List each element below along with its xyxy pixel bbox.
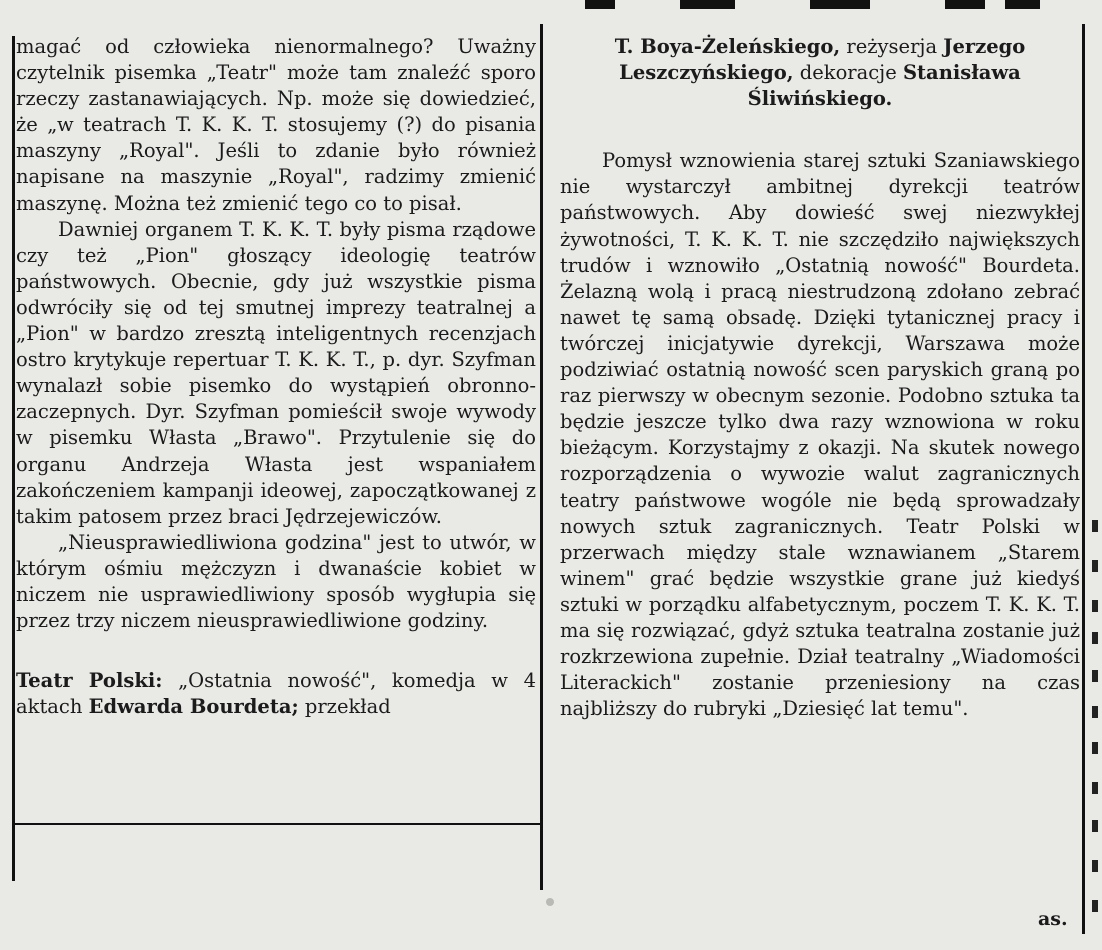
adjacent-column-fragment <box>1090 520 1102 940</box>
review-theatre-label: Teatr Polski: <box>16 669 163 693</box>
section-separator-rule <box>14 823 540 825</box>
credit-designer: Stanisława Śliwińskiego. <box>747 61 1021 111</box>
author-signature: as. <box>1038 908 1068 930</box>
article-paragraph-1: magać od człowieka nienormalnego? Uważny czytelnik pisemka „Teatr" może tam znaleźć sporo rzeczy zastanawiających. Np. może się dowiedzieć, że „w teatrach T. K. K. T. stosujemy (?) do pisania maszyny „Royal". Jeśli to zdanie było również napisane na maszynie „Royal", radzimy zmienić maszynę. Można też zmienić tego co to pisał. <box>16 35 536 215</box>
credit-translator: T. Boya-Żeleńskiego, <box>614 35 841 58</box>
review-translation-label: przekład <box>298 695 391 719</box>
right-margin-rule <box>1082 24 1085 934</box>
review-author: Edwarda Bourdeta; <box>88 695 299 719</box>
review-paragraph: Pomysł wznowienia starej sztuki Szaniawskiego nie wystarczył ambitnej dyrekcji teatrów państwowych. Aby dowieść swej niezwykłej żywotności, T. K. K. T. nie szczędziło największych trudów i wznowiło „Ostatnią nowość" Bourdeta. Żelazną wolą i pracą niestrudzoną zdołano zebrać nawet tę samą obsadę. Dzięki tytanicznej pracy i twórczej inicjatywie dyrekcji, Warszawa może podziwiać ostatnią nowość scen paryskich graną po raz pierwszy w obecnym sezonie. Podobno sztuka ta będzie jeszcze tylko dwa razy wznowiona w roku bieżącym. Korzystajmy z okazji. Na skutek nowego rozporządzenia o wywozie walut zagranicznych teatry państwowe wogóle nie będą sprowadzały nowych sztuk zagranicznych. Teatr Polski w przerwach między stale wznawianem „Starem winem" grać będzie wszystkie grane już kiedyś sztuki w porządku alfabetycznym, poczem T. K. K. T. ma się rozwiązać, gdyż sztuka teatralna zostanie już rozkrzewiona zupełnie. Dział teatralny „Wiadomości Literackich" zostanie przeniesiony na czas najbliższy do rubryki „Dziesięć lat temu". <box>560 149 1080 721</box>
credit-direction-label: reżyserja <box>840 35 944 58</box>
review-credits-heading <box>560 34 1080 112</box>
credit-sets-label: dekoracje <box>793 61 903 85</box>
article-paragraph-2: Dawniej organem T. K. K. T. były pisma rządowe czy też „Pion" głoszący ideologię teatrów państwowych. Obecnie, gdy już wszystkie pisma odwróciły się od tej smutnej imprezy teatralnej a „Pion" w bardzo zresztą inteligentnych recenzjach ostro krytykuje repertuar T. K. K. T., p. dyr. Szyfman wynalazł sobie pisemko do wystąpień obronno-zaczepnych. Dyr. Szyfman pomieścił swoje wywody w pisemku Własta „Brawo". Przytulenie się do organu Andrzeja Własta jest wspaniałem zakończeniem kampanji ideowej, zapoczątkowanej z takim patosem przez braci Jędrzejewiczów. <box>16 217 536 528</box>
credit-director: Jerzego Leszczyńskiego, <box>619 35 1026 85</box>
column-divider-rule <box>540 24 543 890</box>
clipped-headline-fragment <box>585 0 1055 10</box>
review-header <box>16 668 536 720</box>
left-text-column <box>16 34 536 720</box>
right-text-column <box>560 34 1080 722</box>
review-title-text: „Ostatnia nowość", komedja w 4 aktach <box>16 669 536 719</box>
article-paragraph-3: „Nieusprawiedliwiona godzina" jest to utwór, w którym ośmiu mężczyzn i dwanaście kobiet w niczem nie usprawiedliwiony sposób wygłupia się przez trzy niczem nieusprawiedliwione godziny. <box>16 530 536 633</box>
left-margin-rule <box>12 36 15 881</box>
paper-speck <box>546 898 554 906</box>
